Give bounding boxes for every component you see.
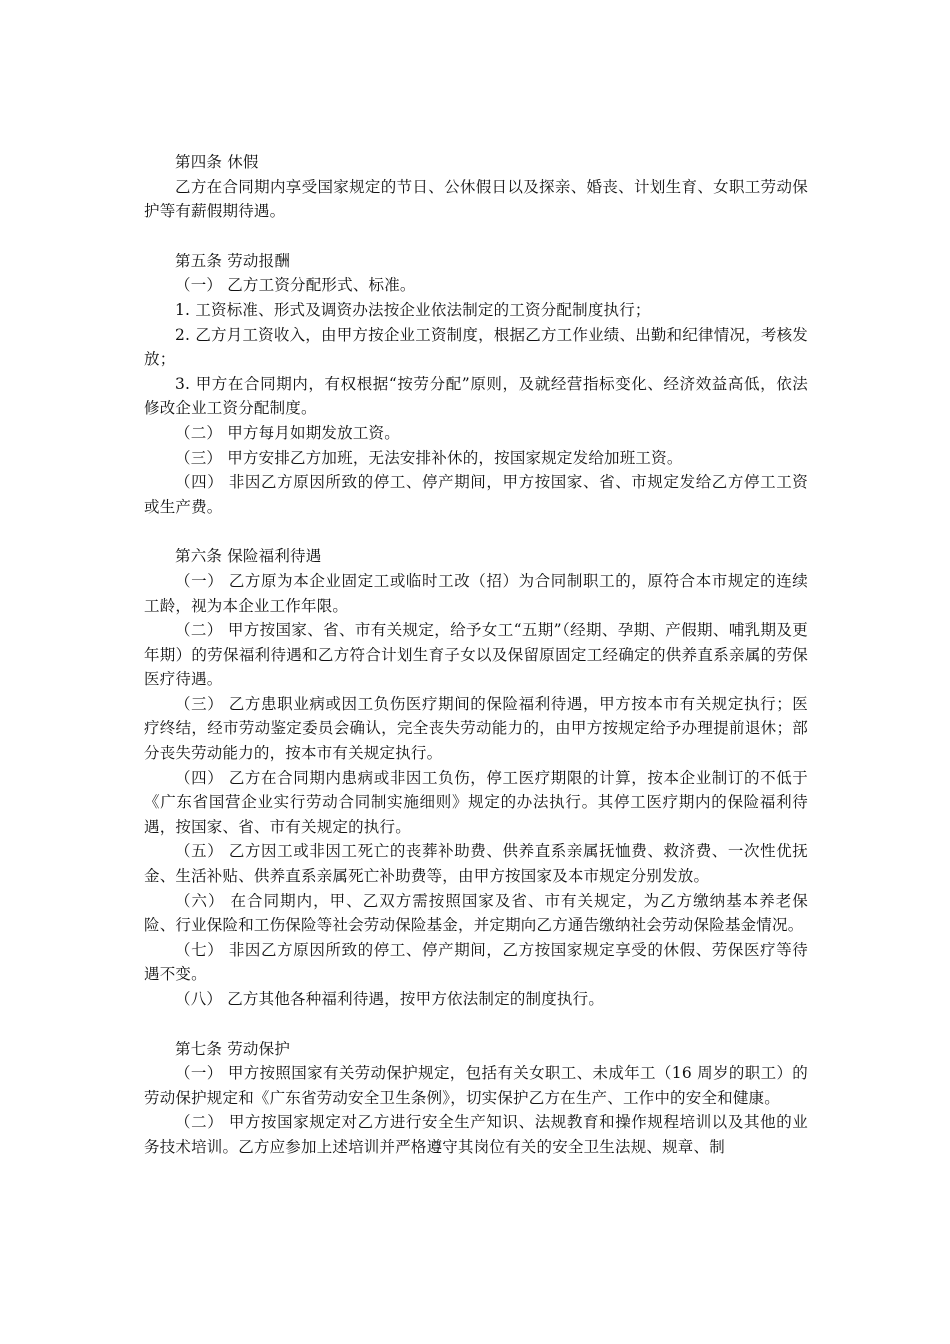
paragraph: （三） 乙方患职业病或因工负伤医疗期间的保险福利待遇，甲方按本市有关规定执行；医疗终结，经市劳动鉴定委员会确认，完全丧失劳动能力的，由甲方按规定给予办理提前退休；部分丧失劳动能力的，按本市有关规定执行。 (144, 694, 808, 763)
article-heading: 第四条 休假 (175, 153, 259, 171)
article-4-leave (144, 150, 808, 224)
paragraph: （一） 乙方工资分配形式、标准。 (175, 276, 416, 295)
paragraph: （七） 非因乙方原因所致的停工、停产期间，乙方按国家规定享受的休假、劳保医疗等待遇不变。 (144, 940, 808, 984)
paragraph: （五） 乙方因工或非因工死亡的丧葬补助费、供养直系亲属抚恤费、救济费、一次性优抚金、生活补贴、供养直系亲属死亡补助费等，由甲方按国家及本市规定分别发放。 (144, 842, 808, 886)
article-heading: 第六条 保险福利待遇 (175, 547, 322, 566)
paragraph: 3. 甲方在合同期内，有权根据“按劳分配”原则，及就经营指标变化、经济效益高低，依法修改企业工资分配制度。 (144, 374, 808, 418)
paragraph: （四） 乙方在合同期内患病或非因工负伤，停工医疗期限的计算，按本企业制订的不低于《广东省国营企业实行劳动合同制实施细则》规定的办法执行。其停工医疗期内的保险福利待遇，按国家、省、市有关规定的执行。 (144, 768, 808, 836)
paragraph: （一） 甲方按照国家有关劳动保护规定，包括有关女职工、未成年工（16 周岁的职工）的劳动保护规定和《广东省劳动安全卫生条例》，切实保护乙方在生产、工作中的安全和健康。 (144, 1064, 808, 1107)
paragraph: （二） 甲方每月如期发放工资。 (175, 423, 400, 442)
paragraph: （二） 甲方按国家、省、市有关规定，给予女工“五期”（经期、孕期、产假期、哺乳期及更年期）的劳保福利待遇和乙方符合计划生育子女以及保留原固定工经确定的供养直系亲属的劳保医疗待遇。 (144, 621, 808, 689)
article-heading: 第七条 劳动保护 (175, 1039, 291, 1058)
paragraph: （一） 乙方原为本企业固定工或临时工改（招）为合同制职工的，原符合本市规定的连续工龄，视为本企业工作年限。 (144, 571, 808, 615)
paragraph: （四） 非因乙方原因所致的停工、停产期间，甲方按国家、省、市规定发给乙方停工工资或生产费。 (144, 473, 808, 516)
paragraph: （八） 乙方其他各种福利待遇，按甲方依法制定的制度执行。 (175, 990, 605, 1008)
article-5-remuneration (144, 249, 808, 520)
paragraph: 乙方在合同期内享受国家规定的节日、公休假日以及探亲、婚丧、计划生育、女职工劳动保护等有薪假期待遇。 (144, 177, 808, 221)
article-7-labor-protection (144, 1037, 808, 1160)
article-heading: 第五条 劳动报酬 (175, 251, 291, 270)
paragraph: （六） 在合同期内，甲、乙双方需按照国家及省、市有关规定，为乙方缴纳基本养老保险、行业保险和工伤保险等社会劳动保险基金，并定期向乙方通告缴纳社会劳动保险基金情况。 (144, 891, 808, 935)
paragraph: （二） 甲方按国家规定对乙方进行安全生产知识、法规教育和操作规程培训以及其他的业务技术培训。乙方应参加上述培训并严格遵守其岗位有关的安全卫生法规、规章、制 (144, 1113, 808, 1156)
paragraph: 1. 工资标准、形式及调资办法按企业依法制定的工资分配制度执行； (175, 300, 651, 319)
paragraph: （三） 甲方安排乙方加班，无法安排补休的，按国家规定发给加班工资。 (175, 448, 683, 467)
paragraph: 2. 乙方月工资收入，由甲方按企业工资制度，根据乙方工作业绩、出勤和纪律情况，考核发放； (144, 325, 808, 369)
article-6-insurance-welfare (144, 544, 808, 1011)
